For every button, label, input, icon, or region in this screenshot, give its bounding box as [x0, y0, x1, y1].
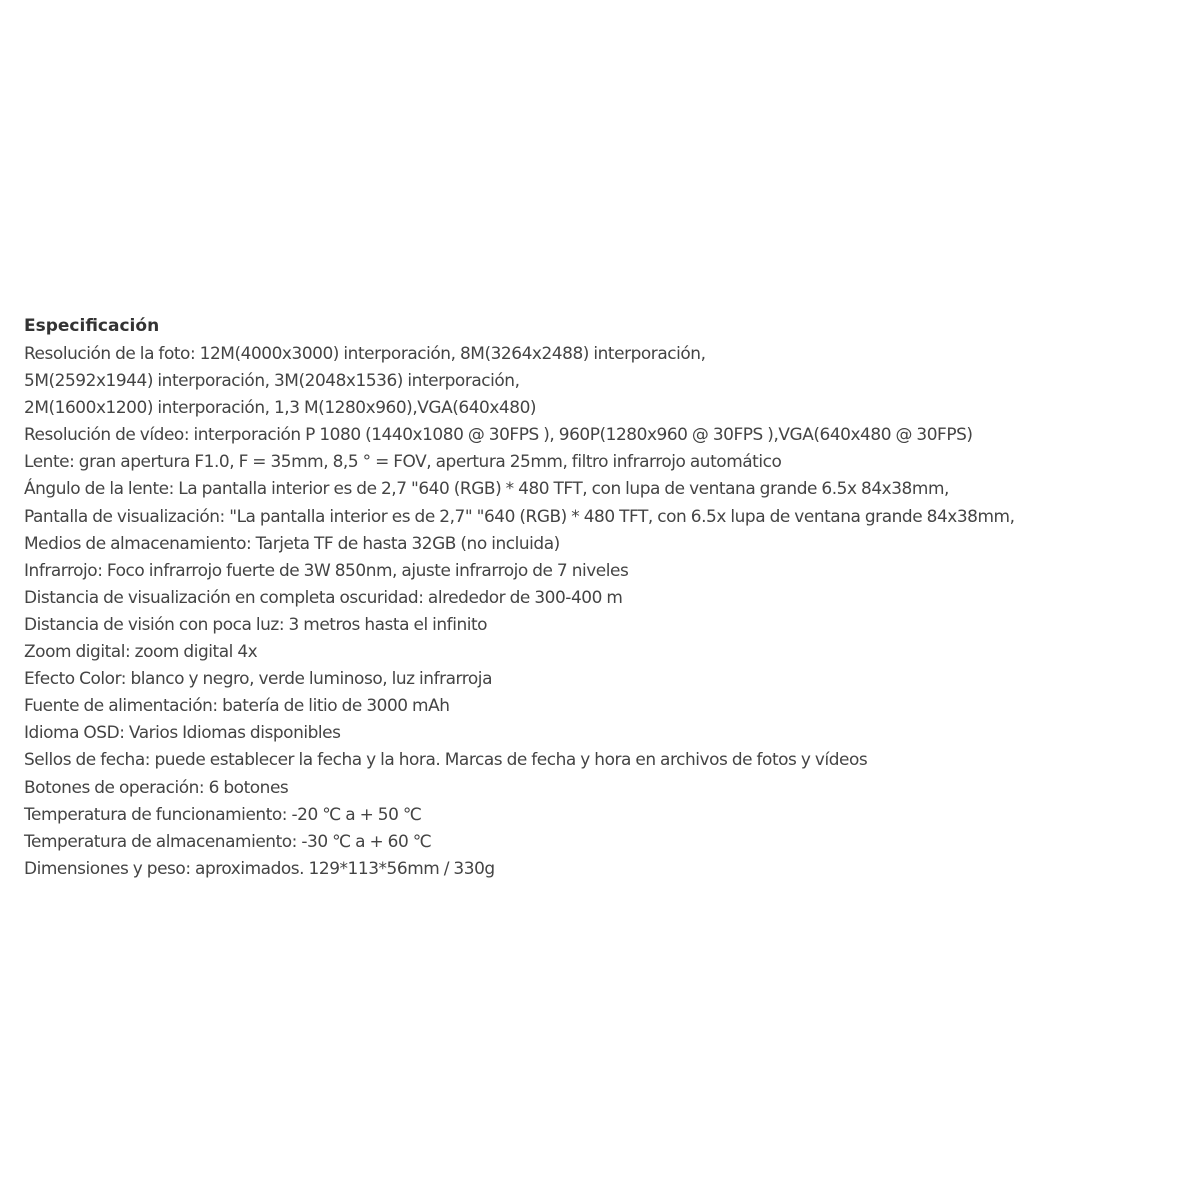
spec-line: Efecto Color: blanco y negro, verde luminoso, luz infrarroja	[24, 668, 492, 689]
spec-line: Idioma OSD: Varios Idiomas disponibles	[24, 722, 341, 743]
spec-line: 2M(1600x1200) interporación, 1,3 M(1280x960),VGA(640x480)	[24, 397, 537, 418]
spec-line: Lente: gran apertura F1.0, F = 35mm, 8,5 ° = FOV, apertura 25mm, filtro infrarrojo automático	[24, 451, 782, 472]
spec-line: Medios de almacenamiento: Tarjeta TF de hasta 32GB (no incluida)	[24, 532, 560, 553]
spec-line: Distancia de visualización en completa oscuridad: alrededor de 300-400 m	[24, 586, 623, 607]
spec-line: Botones de operación: 6 botones	[24, 776, 289, 797]
spec-line: Sellos de fecha: puede establecer la fecha y la hora. Marcas de fecha y hora en archivos de fotos y vídeos	[24, 749, 868, 770]
spec-line: Ángulo de la lente: La pantalla interior es de 2,7 "640 (RGB) * 480 TFT, con lupa de ventana grande 6.5x 84x38mm,	[24, 478, 949, 499]
spec-line: Fuente de alimentación: batería de litio de 3000 mAh	[24, 695, 450, 716]
spec-line: Zoom digital: zoom digital 4x	[24, 641, 258, 662]
spec-line: Distancia de visión con poca luz: 3 metros hasta el infinito	[24, 613, 488, 634]
spec-line: Resolución de la foto: 12M(4000x3000) interporación, 8M(3264x2488) interporación,	[24, 343, 706, 363]
spec-line: Pantalla de visualización: "La pantalla interior es de 2,7" "640 (RGB) * 480 TFT, con 6.5x lupa de ventana grande 84x38mm,	[24, 505, 1015, 526]
spec-list	[24, 340, 1200, 882]
spec-line: 5M(2592x1944) interporación, 3M(2048x1536) interporación,	[24, 370, 520, 391]
spec-line: Resolución de vídeo: interporación P 1080 (1440x1080 @ 30FPS ), 960P(1280x960 @ 30FPS ),VGA(640x480 @ 30FPS)	[24, 424, 973, 445]
spec-heading: Especificación	[24, 316, 160, 336]
spec-line: Temperatura de funcionamiento: -20 ℃ a + 50 ℃	[24, 803, 422, 824]
spec-line: Infrarrojo: Foco infrarrojo fuerte de 3W 850nm, ajuste infrarrojo de 7 niveles	[24, 559, 629, 580]
spec-line: Dimensiones y peso: aproximados. 129*113*56mm / 330g	[24, 857, 495, 878]
spec-line: Temperatura de almacenamiento: -30 ℃ a + 60 ℃	[24, 830, 432, 851]
